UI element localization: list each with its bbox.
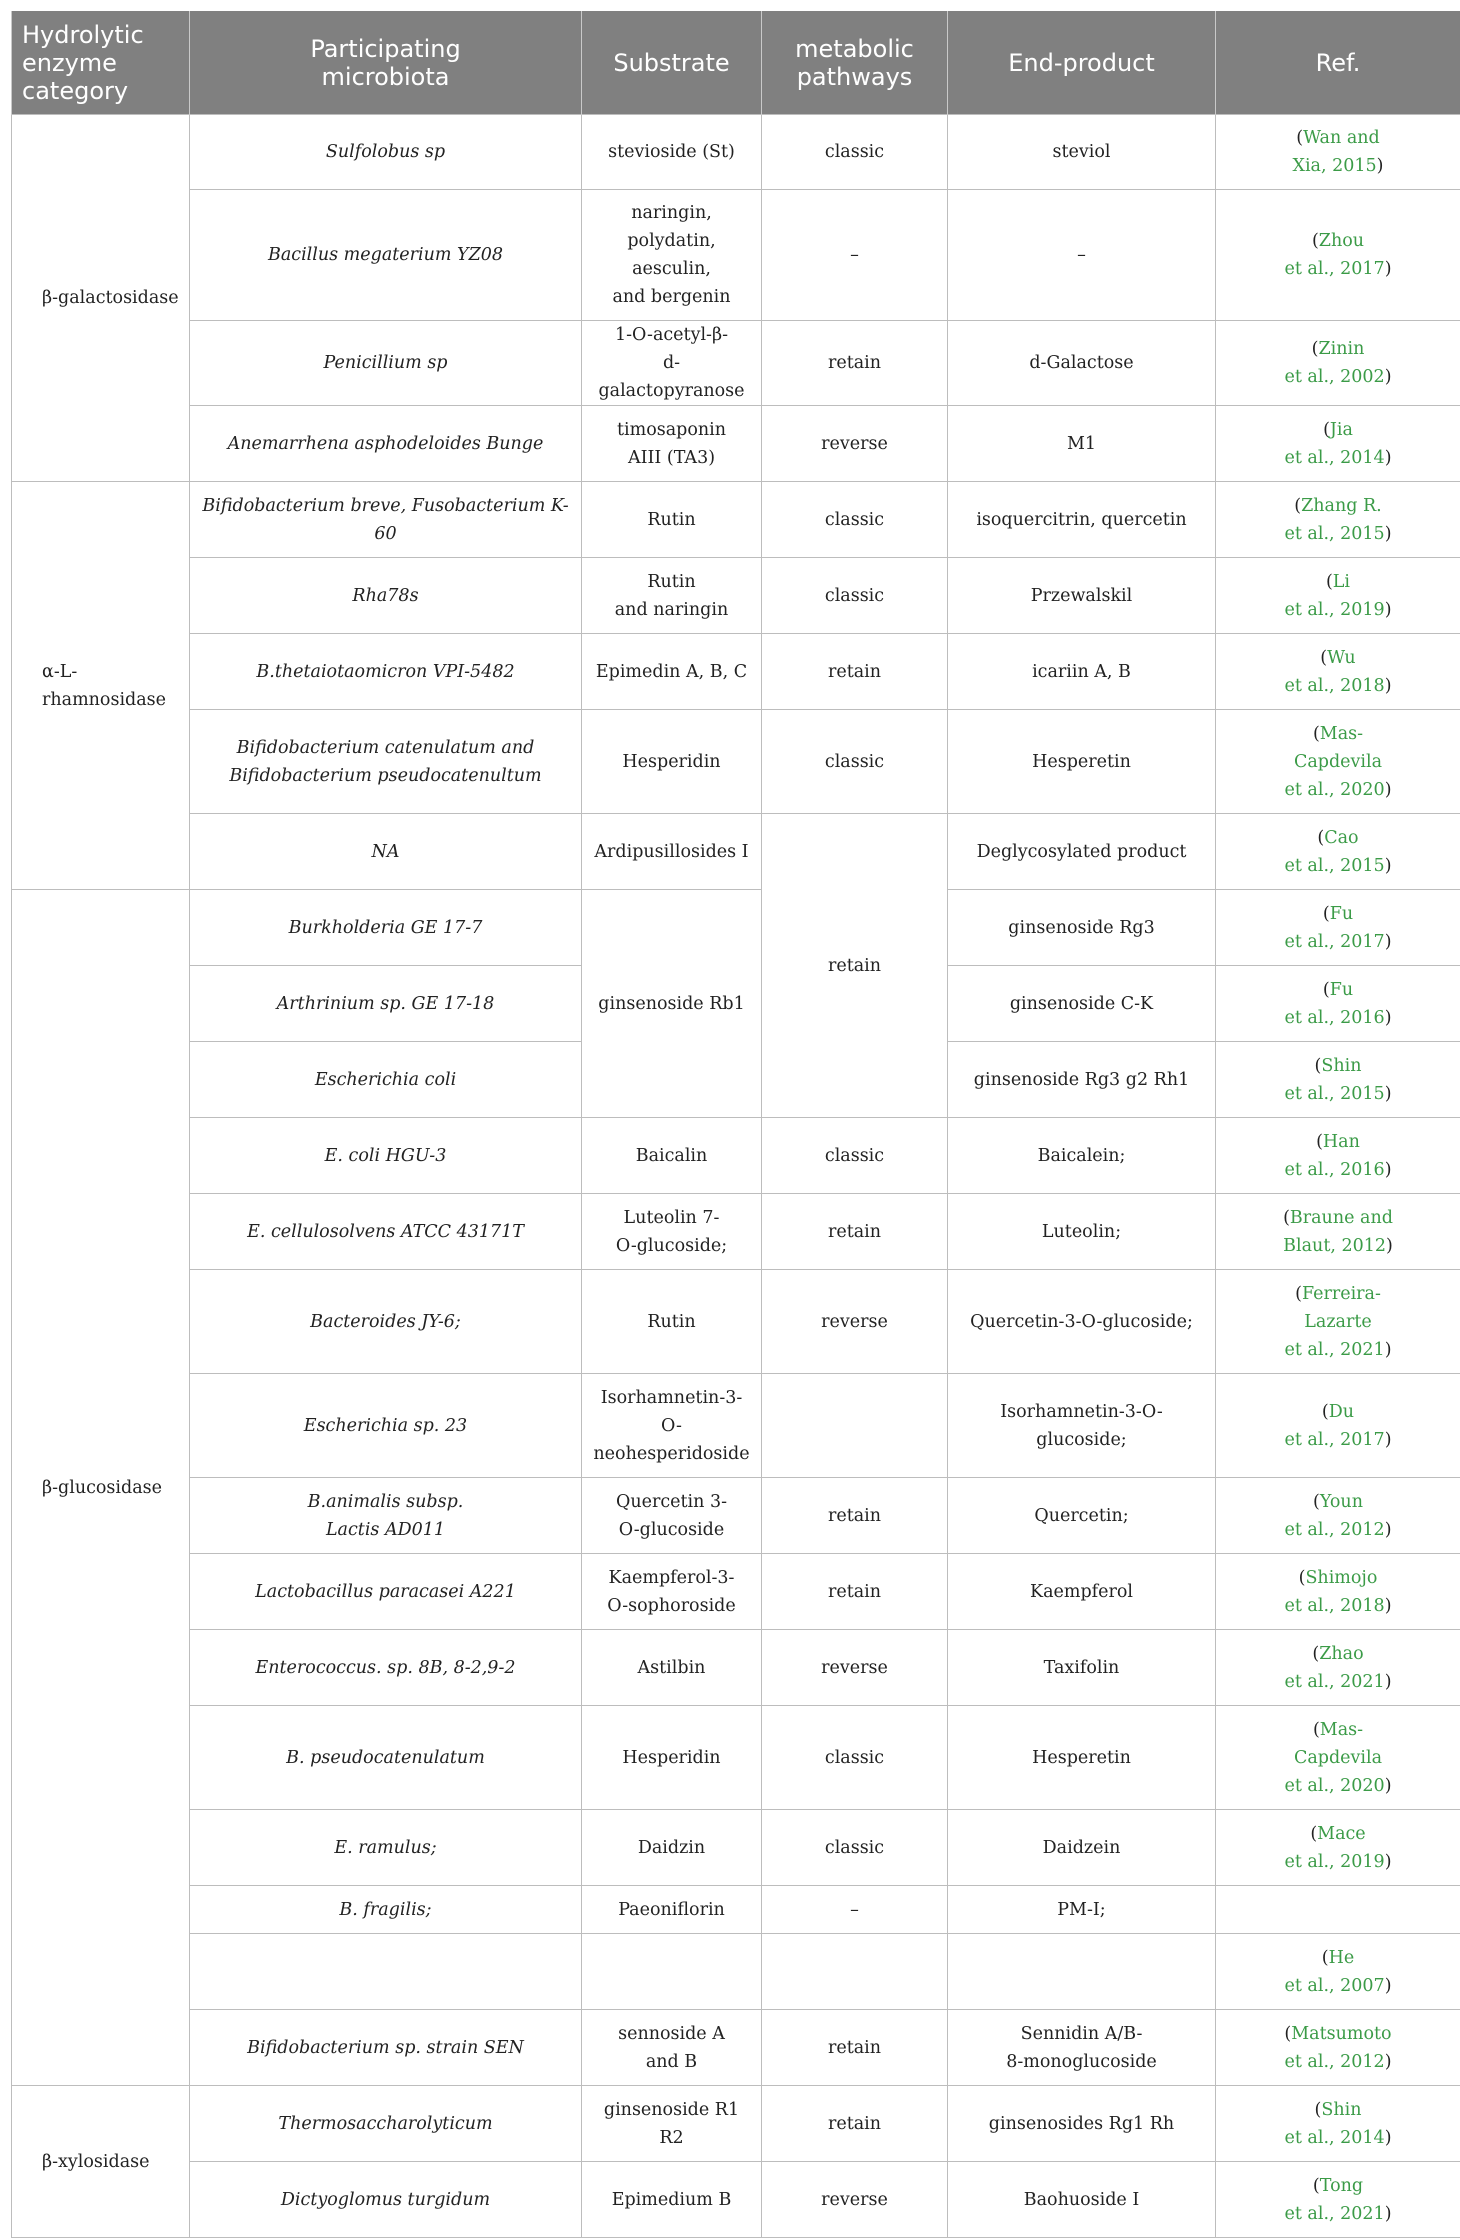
table-row — [12, 1374, 1460, 1478]
pathway-cell-merged: retain — [762, 814, 948, 1118]
microbiota-cell: Bifidobacterium breve, Fusobacterium K-60 — [190, 482, 582, 558]
table-row — [12, 1478, 1460, 1554]
microbiota-cell: Anemarrhena asphodeloides Bunge — [190, 406, 582, 482]
substrate-cell: sennoside A and B — [582, 2010, 762, 2086]
pathway-cell: – — [762, 1886, 948, 1934]
ref-cell: (Youn et al., 2012) — [1216, 1478, 1460, 1554]
microbiota-cell: Rha78s — [190, 558, 582, 634]
substrate-cell: stevioside (St) — [582, 115, 762, 190]
category-cell: β-galactosidase — [12, 115, 190, 482]
product-cell: Baohuoside I — [948, 2162, 1216, 2238]
product-cell: Hesperetin — [948, 710, 1216, 814]
ref-cell: (Shin et al., 2015) — [1216, 1042, 1460, 1118]
table-row — [12, 190, 1460, 321]
pathway-cell: classic — [762, 710, 948, 814]
ref-link[interactable]: Zhang R. et al., 2015 — [1284, 495, 1385, 544]
microbiota-cell: Bacteroides JY-6; — [190, 1270, 582, 1374]
product-cell: icariin A, B — [948, 634, 1216, 710]
microbiota-cell: Sulfolobus sp — [190, 115, 582, 190]
table-row — [12, 1194, 1460, 1270]
substrate-cell: Paeoniflorin — [582, 1886, 762, 1934]
product-cell: Quercetin; — [948, 1478, 1216, 1554]
ref-link[interactable]: Matsumoto et al., 2012 — [1284, 2023, 1392, 2072]
microbiota-cell: E. ramulus; — [190, 1810, 582, 1886]
microbiota-cell: Bacillus megaterium YZ08 — [190, 190, 582, 321]
table-row — [12, 1810, 1460, 1886]
pathway-cell: retain — [762, 2086, 948, 2162]
ref-cell: (Cao et al., 2015) — [1216, 814, 1460, 890]
product-cell: PM-I; — [948, 1886, 1216, 1934]
ref-cell: (Mas- Capdevila et al., 2020) — [1216, 1706, 1460, 1810]
pathway-cell: retain — [762, 321, 948, 406]
table-row — [12, 890, 1460, 966]
microbiota-cell: Penicillium sp — [190, 321, 582, 406]
substrate-cell: Astilbin — [582, 1630, 762, 1706]
ref-link[interactable]: Mas- Capdevila et al., 2020 — [1284, 1719, 1385, 1796]
ref-link[interactable]: Youn et al., 2012 — [1284, 1491, 1385, 1540]
ref-link[interactable]: Zinin et al., 2002 — [1284, 339, 1385, 387]
ref-link[interactable]: Han et al., 2016 — [1284, 1131, 1385, 1180]
pathway-cell: retain — [762, 2010, 948, 2086]
ref-link[interactable]: Mace et al., 2019 — [1284, 1823, 1385, 1872]
product-cell: d-Galactose — [948, 321, 1216, 406]
ref-link[interactable]: Shimojo et al., 2018 — [1284, 1567, 1385, 1616]
ref-link[interactable]: Jia et al., 2014 — [1284, 419, 1385, 468]
col-header-ref: Ref. — [1216, 11, 1460, 115]
ref-link[interactable]: Zhou et al., 2017 — [1284, 231, 1385, 279]
pathway-cell: reverse — [762, 1630, 948, 1706]
substrate-cell: Rutin — [582, 1270, 762, 1374]
ref-cell: (Braune and Blaut, 2012) — [1216, 1194, 1460, 1270]
table-row — [12, 321, 1460, 406]
pathway-cell: classic — [762, 558, 948, 634]
category-cell: α-L-rhamnosidase — [12, 482, 190, 890]
microbiota-cell: B. pseudocatenulatum — [190, 1706, 582, 1810]
ref-cell: (Matsumoto et al., 2012) — [1216, 2010, 1460, 2086]
microbiota-cell: Escherichia sp. 23 — [190, 1374, 582, 1478]
microbiota-cell: Lactobacillus paracasei A221 — [190, 1554, 582, 1630]
microbiota-genus: Bifidobacterium — [247, 2037, 390, 2058]
pathway-cell: classic — [762, 482, 948, 558]
ref-cell: (Mas- Capdevila et al., 2020) — [1216, 710, 1460, 814]
product-cell: ginsenoside C-K — [948, 966, 1216, 1042]
ref-cell — [1216, 1886, 1460, 1934]
substrate-cell: Hesperidin — [582, 710, 762, 814]
microbiota-cell: B.animalis subsp. Lactis AD011 — [190, 1478, 582, 1554]
ref-cell: (Tong et al., 2021) — [1216, 2162, 1460, 2238]
table-row — [12, 710, 1460, 814]
col-header-substrate: Substrate — [582, 11, 762, 115]
microbiota-cell: B. fragilis; — [190, 1886, 582, 1934]
product-cell — [948, 1934, 1216, 2010]
product-cell: Quercetin-3-O-glucoside; — [948, 1270, 1216, 1374]
ref-link[interactable]: Shin et al., 2015 — [1284, 1055, 1385, 1104]
product-cell: Isorhamnetin-3-O-glucoside; — [948, 1374, 1216, 1478]
ref-link[interactable]: Fu et al., 2017 — [1284, 903, 1385, 952]
pathway-cell: – — [762, 190, 948, 321]
table-row — [12, 1118, 1460, 1194]
microbiota-strain: strain SEN — [426, 2037, 524, 2058]
pathway-cell: retain — [762, 1478, 948, 1554]
substrate-cell: Quercetin 3- O-glucoside — [582, 1478, 762, 1554]
header-row — [12, 11, 1460, 115]
substrate-cell — [582, 1934, 762, 2010]
ref-link[interactable]: Mas- Capdevila et al., 2020 — [1284, 723, 1385, 800]
microbiota-genus: Escherichia — [303, 1415, 409, 1436]
col-header-category: Hydrolytic enzyme category — [12, 11, 190, 115]
ref-link[interactable]: Tong et al., 2021 — [1284, 2175, 1385, 2224]
product-cell: Deglycosylated product — [948, 814, 1216, 890]
substrate-cell: Ardipusillosides I — [582, 814, 762, 890]
ref-cell: (Wan and Xia, 2015) — [1216, 115, 1460, 190]
microbiota-genus: Arthrinium — [276, 993, 375, 1014]
ref-cell: (Fu et al., 2016) — [1216, 966, 1460, 1042]
product-cell: ginsenosides Rg1 Rh — [948, 2086, 1216, 2162]
product-cell: Baicalein; — [948, 1118, 1216, 1194]
substrate-cell: Rutin and naringin — [582, 558, 762, 634]
ref-link[interactable]: Du et al., 2017 — [1284, 1401, 1385, 1450]
pathway-cell: classic — [762, 1810, 948, 1886]
ref-link[interactable]: Fu et al., 2016 — [1284, 979, 1385, 1028]
ref-cell: (Zhou et al., 2017) — [1216, 190, 1460, 321]
pathway-cell — [762, 1374, 948, 1478]
ref-cell: (Mace et al., 2019) — [1216, 1810, 1460, 1886]
pathway-cell: retain — [762, 1194, 948, 1270]
ref-cell: (Zinin et al., 2002) — [1216, 321, 1460, 406]
product-cell: Luteolin; — [948, 1194, 1216, 1270]
table-row — [12, 2086, 1460, 2162]
table-row — [12, 558, 1460, 634]
ref-cell: (Wu et al., 2018) — [1216, 634, 1460, 710]
product-cell: Kaempferol — [948, 1554, 1216, 1630]
ref-cell: (Han et al., 2016) — [1216, 1118, 1460, 1194]
product-cell: Hesperetin — [948, 1706, 1216, 1810]
microbiota-cell: Arthrinium sp. GE 17-18 — [190, 966, 582, 1042]
ref-cell: (Zhang R. et al., 2015) — [1216, 482, 1460, 558]
enzyme-table — [11, 11, 1460, 2238]
ref-link[interactable]: Ferreira- Lazarte et al., 2021 — [1284, 1283, 1385, 1360]
pathway-cell: classic — [762, 1118, 948, 1194]
ref-cell: (Ferreira- Lazarte et al., 2021) — [1216, 1270, 1460, 1374]
table-row — [12, 1554, 1460, 1630]
product-cell: – — [948, 190, 1216, 321]
ref-link[interactable]: Shin et al., 2014 — [1284, 2099, 1385, 2148]
product-cell: Daidzein — [948, 1810, 1216, 1886]
col-header-microbiota: Participating microbiota — [190, 11, 582, 115]
microbiota-strain: GE 17-18 — [411, 993, 495, 1014]
ref-cell: (Shimojo et al., 2018) — [1216, 1554, 1460, 1630]
table-row — [12, 115, 1460, 190]
microbiota-cell: Escherichia coli — [190, 1042, 582, 1118]
table-row — [12, 2010, 1460, 2086]
ref-cell: (Du et al., 2017) — [1216, 1374, 1460, 1478]
ref-link[interactable]: Li et al., 2019 — [1284, 571, 1385, 620]
microbiota-cell: Enterococcus. sp. 8B, 8-2,9-2 — [190, 1630, 582, 1706]
substrate-cell: Isorhamnetin-3- O- neohesperidoside — [582, 1374, 762, 1478]
ref-cell: (Li et al., 2019) — [1216, 558, 1460, 634]
microbiota-cell: Bifidobacterium sp. strain SEN — [190, 2010, 582, 2086]
substrate-cell: Hesperidin — [582, 1706, 762, 1810]
product-cell: M1 — [948, 406, 1216, 482]
product-cell: isoquercitrin, quercetin — [948, 482, 1216, 558]
microbiota-cell: Thermosaccharolyticum — [190, 2086, 582, 2162]
table-row — [12, 1630, 1460, 1706]
col-header-pathways: metabolic pathways — [762, 11, 948, 115]
product-cell: ginsenoside Rg3 — [948, 890, 1216, 966]
substrate-cell: timosaponin AIII (TA3) — [582, 406, 762, 482]
microbiota-cell: E. cellulosolvens ATCC 43171T — [190, 1194, 582, 1270]
substrate-cell: Luteolin 7- O-glucoside; — [582, 1194, 762, 1270]
microbiota-cell: NA — [190, 814, 582, 890]
table-row — [12, 1706, 1460, 1810]
microbiota-cell: Bifidobacterium catenulatum and Bifidobacterium pseudocatenultum — [190, 710, 582, 814]
microbiota-cell: Dictyoglomus turgidum — [190, 2162, 582, 2238]
table-row — [12, 814, 1460, 890]
substrate-cell: Kaempferol-3- O-sophoroside — [582, 1554, 762, 1630]
product-cell: Sennidin A/B- 8-monoglucoside — [948, 2010, 1216, 2086]
pathway-cell: reverse — [762, 1270, 948, 1374]
ref-cell: (Fu et al., 2017) — [1216, 890, 1460, 966]
substrate-cell: Daidzin — [582, 1810, 762, 1886]
product-cell: ginsenoside Rg3 g2 Rh1 — [948, 1042, 1216, 1118]
ref-link[interactable]: Wu et al., 2018 — [1284, 647, 1385, 696]
substrate-cell-merged: ginsenoside Rb1 — [582, 890, 762, 1118]
substrate-cell: naringin, polydatin, aesculin, and bergenin — [582, 190, 762, 321]
ref-link[interactable]: Wan and Xia, 2015 — [1292, 128, 1380, 176]
substrate-cell: Epimedin A, B, C — [582, 634, 762, 710]
pathway-cell: reverse — [762, 406, 948, 482]
table-container — [11, 11, 1460, 2238]
substrate-cell: ginsenoside R1 R2 — [582, 2086, 762, 2162]
substrate-cell: Rutin — [582, 482, 762, 558]
ref-cell: (Shin et al., 2014) — [1216, 2086, 1460, 2162]
table-row — [12, 1886, 1460, 1934]
pathway-cell: retain — [762, 1554, 948, 1630]
ref-link[interactable]: Braune and Blaut, 2012 — [1283, 1207, 1393, 1256]
microbiota-cell — [190, 1934, 582, 2010]
table-row — [12, 482, 1460, 558]
category-cell: β-glucosidase — [12, 890, 190, 2086]
category-cell: β-xylosidase — [12, 2086, 190, 2238]
microbiota-cell: B.thetaiotaomicron VPI-5482 — [190, 634, 582, 710]
pathway-cell: classic — [762, 115, 948, 190]
ref-cell: (He et al., 2007) — [1216, 1934, 1460, 2010]
pathway-cell: reverse — [762, 2162, 948, 2238]
substrate-cell: Epimedium B — [582, 2162, 762, 2238]
microbiota-cell: E. coli HGU-3 — [190, 1118, 582, 1194]
ref-cell: (Zhao et al., 2021) — [1216, 1630, 1460, 1706]
product-cell: Taxifolin — [948, 1630, 1216, 1706]
product-cell: Przewalskil — [948, 558, 1216, 634]
col-header-end-product: End-product — [948, 11, 1216, 115]
substrate-cell: Baicalin — [582, 1118, 762, 1194]
ref-link[interactable]: Cao et al., 2015 — [1284, 827, 1385, 876]
product-cell: steviol — [948, 115, 1216, 190]
ref-link[interactable]: Zhao et al., 2021 — [1284, 1643, 1385, 1692]
table-row — [12, 1270, 1460, 1374]
ref-cell: (Jia et al., 2014) — [1216, 406, 1460, 482]
microbiota-cell: Burkholderia GE 17-7 — [190, 890, 582, 966]
substrate-cell: 1-O-acetyl-β- d-galactopyranose — [582, 321, 762, 406]
pathway-cell — [762, 1934, 948, 2010]
ref-link[interactable]: He et al., 2007 — [1284, 1947, 1385, 1996]
table-row — [12, 406, 1460, 482]
table-row — [12, 1934, 1460, 2010]
pathway-cell: classic — [762, 1706, 948, 1810]
table-row — [12, 2162, 1460, 2238]
table-row — [12, 634, 1460, 710]
pathway-cell: retain — [762, 634, 948, 710]
